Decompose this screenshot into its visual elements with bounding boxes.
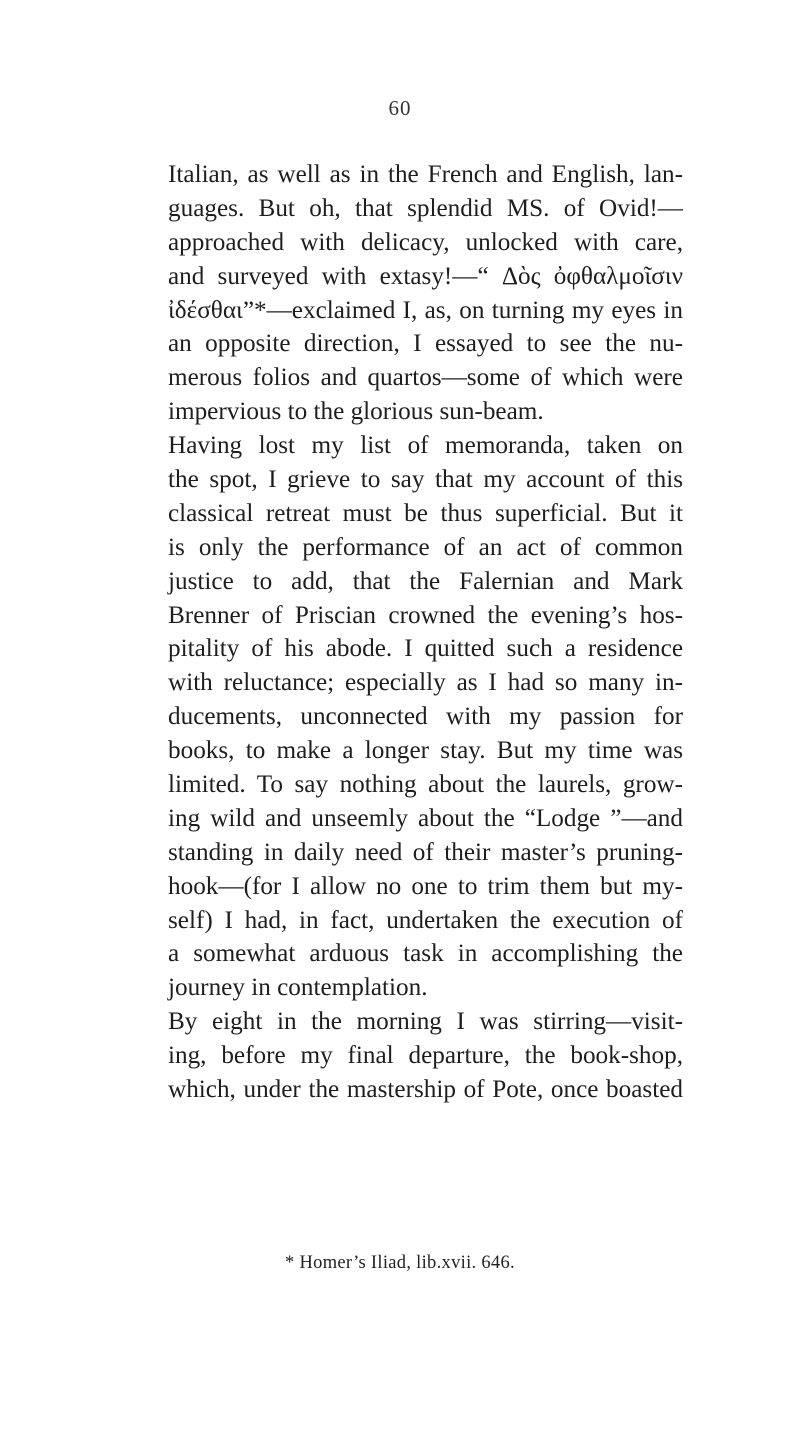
text-line: ἰδέσθαι”*—exclaimed I, as, on turning my eyes in <box>168 296 683 324</box>
text-line: is only the performance of an act of common <box>168 533 683 561</box>
text-line: By eight in the morning I was stirring—visit- <box>168 1008 683 1036</box>
text-line: with reluctance; especially as I had so many in- <box>168 669 683 697</box>
text-line: the spot, I grieve to say that my account of this <box>168 466 683 494</box>
text-line: hook—(for I allow no one to trim them but my- <box>168 872 683 900</box>
text-line: limited. To say nothing about the laurels, grow- <box>168 771 683 799</box>
text-line: merous folios and quartos—some of which were <box>168 364 683 392</box>
text-line: an opposite direction, I essayed to see the nu- <box>168 330 683 358</box>
page-number: 60 <box>388 96 412 120</box>
body-text <box>168 158 683 1107</box>
text-line: justice to add, that the Falernian and Mark <box>168 567 683 595</box>
text-line: standing in daily need of their master’s pruning- <box>168 838 683 866</box>
text-line: Having lost my list of memoranda, taken on <box>168 432 683 460</box>
text-line: Italian, as well as in the French and English, lan- <box>168 161 683 188</box>
text-line: Brenner of Priscian crowned the evening’s hos- <box>168 601 683 629</box>
text-line: pitality of his abode. I quitted such a residence <box>168 635 683 663</box>
text-line: classical retreat must be thus superficial. But it <box>168 499 683 527</box>
text-line: self) I had, in fact, undertaken the execution of <box>168 906 683 934</box>
text-line: ing, before my final departure, the book-shop, <box>168 1042 683 1070</box>
text-line: impervious to the glorious sun-beam. <box>168 398 544 426</box>
text-line: which, under the mastership of Pote, once boasted <box>168 1076 683 1104</box>
text-line: approached with delicacy, unlocked with care, <box>168 228 683 256</box>
text-line: a somewhat arduous task in accomplishing the <box>168 940 683 968</box>
footnote: * Homer’s Iliad, lib.xvii. 646. <box>285 1253 515 1273</box>
text-line: books, to make a longer stay. But my time was <box>168 737 683 765</box>
text-line: journey in contemplation. <box>168 974 428 1002</box>
text-line: and surveyed with extasy!—“ Δὸς ὀφθαλμοῖσιν <box>168 262 683 290</box>
text-line: ing wild and unseemly about the “Lodge ”—and <box>168 804 683 832</box>
text-line: ducements, unconnected with my passion for <box>168 703 683 731</box>
text-line: guages. But oh, that splendid MS. of Ovid!— <box>168 194 683 222</box>
